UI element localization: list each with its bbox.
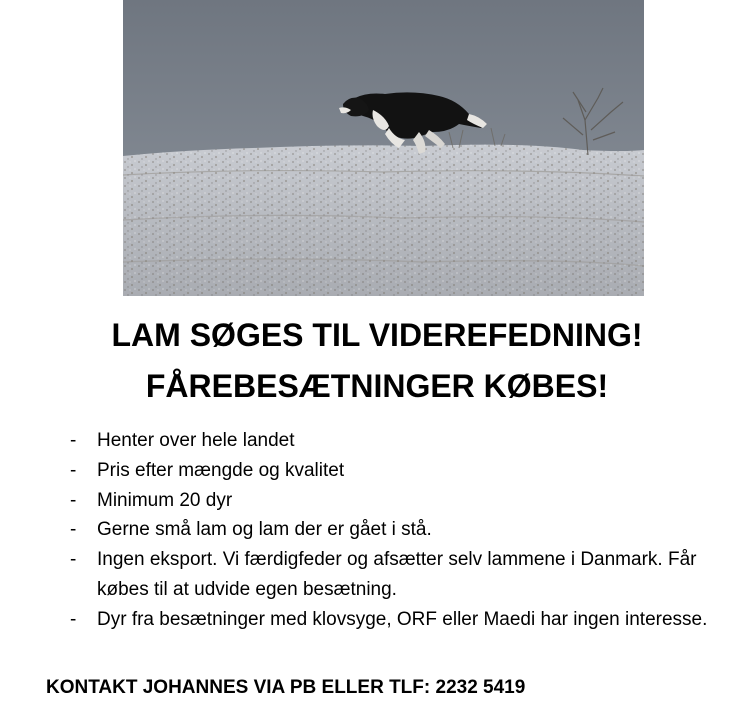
list-item [0, 605, 754, 635]
list-item [0, 426, 754, 456]
bullet-text: Minimum 20 dyr [97, 489, 233, 511]
bullet-dash: - [70, 489, 77, 511]
dog-running-photo [123, 0, 644, 296]
bullet-dash: - [70, 608, 77, 630]
bullet-text: Pris efter mængde og kvalitet [97, 459, 345, 481]
headline-secondary: FÅREBESÆTNINGER KØBES! [145, 368, 609, 404]
headline-primary: LAM SØGES TIL VIDEREFEDNING! [111, 317, 643, 353]
list-item [0, 545, 754, 605]
bullet-dash: - [70, 549, 77, 571]
bullet-list [0, 426, 754, 635]
bullet-text: Gerne små lam og lam der er gået i stå. [97, 519, 432, 541]
list-item [0, 456, 754, 486]
bullet-dash: - [70, 459, 77, 481]
bullet-text: Henter over hele landet [97, 430, 295, 451]
bullet-dash: - [70, 430, 77, 451]
bullet-dash: - [70, 519, 77, 541]
list-item [0, 515, 754, 545]
bullet-text: Ingen eksport. Vi færdigfeder og afsætter selv lammene i Danmark. Får købes til at udvide egen besætning. [97, 549, 697, 600]
contact-line: KONTAKT JOHANNES VIA PB ELLER TLF: 2232 5419 [46, 677, 526, 698]
bullet-text: Dyr fra besætninger med klovsyge, ORF eller Maedi har ingen interesse. [97, 608, 708, 630]
list-item [0, 486, 754, 516]
